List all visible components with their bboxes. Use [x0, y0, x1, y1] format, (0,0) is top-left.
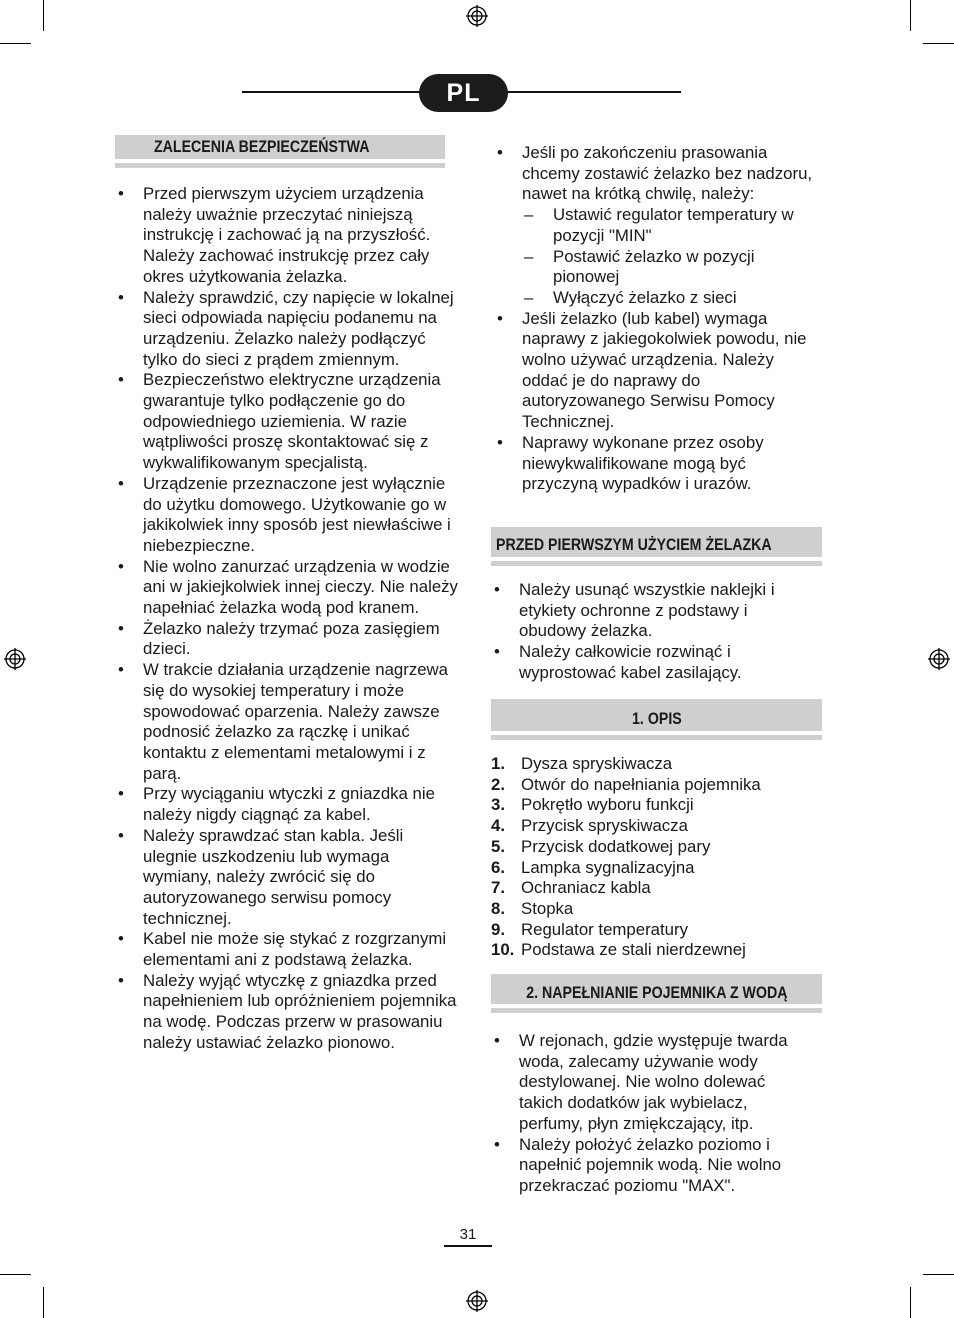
- section-heading-safety: [115, 135, 445, 168]
- list-item-text: Należy usunąć wszystkie naklejki i etykiety ochronne z podstawy i obudowy żelazka.: [519, 580, 775, 641]
- parts-list-item: [491, 775, 821, 796]
- filling-list: [491, 1031, 811, 1197]
- item-text: Dysza spryskiwacza: [521, 754, 673, 773]
- language-badge: PL: [419, 74, 508, 112]
- list-item-text: Kabel nie może się stykać z rozgrzanymi elementami ani z podstawą żelazka.: [143, 929, 447, 970]
- crop-mark: [910, 1287, 911, 1318]
- section-title: [491, 527, 822, 557]
- item-number: 3.: [491, 795, 505, 815]
- list-item: [494, 309, 824, 433]
- list-item-text: Nie wolno zanurzać urządzenia w wodzie ani w jakiejkolwiek innej cieczy. Nie należy napełniać żelazka wodą pod kranem.: [143, 556, 458, 618]
- item-text: Lampka sygnalizacyjna: [521, 857, 695, 877]
- bullet-icon: •: [118, 784, 124, 804]
- bullet-icon: •: [118, 370, 124, 390]
- parts-list-item: [491, 920, 821, 941]
- bullet-icon: •: [497, 432, 503, 452]
- section-title: [491, 974, 822, 1004]
- item-text: Przycisk spryskiwacza: [521, 816, 688, 836]
- section-heading-filling: [491, 974, 822, 1013]
- section-title-text: 1. OPIS: [631, 710, 682, 728]
- item-text: Otwór do napełniania pojemnika: [521, 774, 761, 794]
- item-number: 7.: [491, 878, 505, 898]
- page-number-rule: [444, 1245, 492, 1247]
- sub-list-item-text: Postawić żelazko w pozycji pionowej: [553, 246, 755, 287]
- section-underline: [115, 163, 445, 168]
- item-number: 1.: [491, 754, 505, 773]
- item-text: Podstawa ze stali nierdzewnej: [521, 940, 746, 960]
- item-number: 6.: [491, 857, 505, 877]
- bullet-icon: •: [118, 473, 124, 493]
- list-item-text: Urządzenie przeznaczone jest wyłącznie do użytku domowego. Użytkowanie go w jakikolwiek inny sposób jest niewłaściwe i niebezpieczne.: [143, 473, 451, 555]
- crop-mark: [0, 1274, 31, 1275]
- crop-mark: [910, 0, 911, 31]
- header-rule: [503, 91, 681, 93]
- list-item-text: Należy sprawdzić, czy napięcie w lokalnej sieci odpowiada napięciu podanemu na urządzeniu. Żelazko należy podłączyć tylko do sieci z prądem zmiennym.: [143, 287, 454, 369]
- bullet-icon: •: [497, 308, 503, 328]
- list-item: [491, 1031, 811, 1135]
- bullet-icon: •: [118, 660, 124, 680]
- sub-list-item: [522, 247, 824, 288]
- list-item: [491, 1135, 811, 1197]
- list-item: [491, 580, 811, 642]
- bullet-icon: •: [494, 642, 500, 662]
- list-item: [491, 642, 811, 683]
- item-text: Ochraniacz kabla: [521, 878, 651, 898]
- bullet-icon: •: [494, 1031, 500, 1050]
- list-item: [115, 370, 460, 474]
- parts-list-item: [491, 795, 821, 816]
- parts-list-item: [491, 837, 821, 858]
- parts-list-item: [491, 940, 821, 961]
- dash-icon: –: [524, 205, 534, 225]
- list-item: [115, 474, 460, 557]
- header-rule: [242, 91, 424, 93]
- crop-mark: [43, 0, 44, 31]
- sub-list-item: [522, 288, 824, 309]
- section-heading-before-first-use: [491, 527, 822, 566]
- list-item: [115, 784, 460, 825]
- list-item-text: Jeśli po zakończeniu prasowania chcemy zostawić żelazko bez nadzoru, nawet na krótką chwilę, należy:: [522, 143, 813, 204]
- section-title: [115, 135, 445, 159]
- list-item-text: Żelazko należy trzymać poza zasięgiem dzieci.: [143, 618, 440, 659]
- parts-list-item: [491, 816, 821, 837]
- bullet-icon: •: [118, 929, 124, 949]
- dash-icon: –: [524, 287, 534, 307]
- item-number: 9.: [491, 919, 505, 939]
- list-item-text: W rejonach, gdzie występuje twarda woda, zalecamy używanie wody destylowanej. Nie wolno dolewać takich dodatków jak wybielacz, perfumy, płyn zmiękczający, itp.: [519, 1031, 788, 1133]
- list-item-text: Należy położyć żelazko poziomo i napełnić pojemnik wodą. Nie wolno przekraczać poziomu "MAX".: [519, 1134, 782, 1195]
- sub-list-item-text: Wyłączyć żelazko z sieci: [553, 287, 737, 307]
- item-text: Regulator temperatury: [521, 919, 688, 939]
- registration-mark-icon: [466, 5, 488, 27]
- list-item-text: Przed pierwszym użyciem urządzenia należy uważnie przeczytać niniejszą instrukcję i zachować ją na przyszłość. Należy zachować instrukcję przez cały okres użytkowania żelazka.: [143, 184, 431, 286]
- bullet-icon: •: [118, 618, 124, 638]
- section-title-text: ZALECENIA BEZPIECZEŃSTWA: [154, 138, 370, 156]
- list-item: [115, 557, 460, 619]
- section-title-text: 2. NAPEŁNIANIE POJEMNIKA Z WODĄ: [525, 984, 788, 1002]
- list-item-text: Przy wyciąganiu wtyczki z gniazdka nie należy nigdy ciągnąć za kabel.: [143, 784, 435, 825]
- section-title-text: PRZED PIERWSZYM UŻYCIEM ŻELAZKA: [496, 536, 772, 554]
- list-item-text: W trakcie działania urządzenie nagrzewa się do wysokiej temperatury i może spowodować oparzenia. Należy zawsze podnosić żelazko za rączkę i unikać kontaktu z elementami metalowymi i z parą.: [143, 660, 449, 783]
- sub-list-item: [522, 205, 824, 246]
- page-number: 31: [459, 1226, 477, 1243]
- item-number: 10.: [491, 940, 515, 960]
- list-item-text: Bezpieczeństwo elektryczne urządzenia gwarantuje tylko podłączenie go do odpowiedniego uziemienia. W razie wątpliwości proszę skontaktować się z wykwalifikowanym specjalistą.: [143, 370, 441, 473]
- bullet-icon: •: [118, 825, 124, 845]
- item-number: 8.: [491, 898, 505, 918]
- crop-mark: [43, 1287, 44, 1318]
- parts-list-item: [491, 754, 821, 775]
- item-text: Pokrętło wyboru funkcji: [521, 795, 694, 815]
- list-item-text: Naprawy wykonane przez osoby niewykwalifikowane mogą być przyczyną wypadków i urazów.: [522, 432, 764, 494]
- list-item: [115, 971, 460, 1054]
- item-number: 5.: [491, 836, 505, 856]
- item-number: 4.: [491, 816, 505, 836]
- safety-list: [115, 184, 460, 1054]
- list-item: [115, 619, 460, 660]
- bullet-icon: •: [118, 184, 124, 203]
- item-number: 2.: [491, 774, 505, 794]
- registration-mark-icon: [466, 1290, 488, 1312]
- item-text: Przycisk dodatkowej pary: [521, 836, 711, 856]
- list-item: [115, 929, 460, 970]
- list-item: [115, 184, 460, 288]
- sub-list-item-text: Ustawić regulator temperatury w pozycji "MIN": [553, 205, 794, 245]
- list-item-text: Jeśli żelazko (lub kabel) wymaga naprawy z jakiegokolwiek powodu, nie wolno używać urządzenia. Należy oddać je do naprawy do autoryzowanego Serwisu Pomocy Technicznej.: [522, 308, 807, 432]
- before-first-use-list: [491, 580, 811, 684]
- bullet-icon: •: [118, 556, 124, 576]
- parts-list-item: [491, 858, 821, 879]
- dash-icon: –: [524, 246, 534, 266]
- registration-mark-icon: [4, 648, 26, 670]
- bullet-icon: •: [497, 143, 503, 162]
- parts-list: [491, 754, 821, 961]
- item-text: Stopka: [521, 898, 574, 918]
- bullet-icon: •: [494, 1134, 500, 1154]
- list-item: [115, 288, 460, 371]
- crop-mark: [0, 43, 31, 44]
- safety-list-continued: [494, 143, 824, 495]
- parts-list-item: [491, 878, 821, 899]
- bullet-icon: •: [118, 287, 124, 307]
- list-item-text: Należy całkowicie rozwinąć i wyprostować kabel zasilający.: [519, 642, 742, 682]
- registration-mark-icon: [928, 648, 950, 670]
- crop-mark: [923, 1274, 954, 1275]
- parts-list-item: [491, 899, 821, 920]
- list-item-text: Należy sprawdzać stan kabla. Jeśli ulegnie uszkodzeniu lub wymaga wymiany, należy zwrócić się do autoryzowanego serwisu pomocy technicznej.: [143, 825, 404, 928]
- bullet-icon: •: [118, 970, 124, 990]
- list-item: [115, 660, 460, 784]
- bullet-icon: •: [494, 580, 500, 599]
- section-title: [491, 699, 822, 731]
- list-item-text: Należy wyjąć wtyczkę z gniazdka przed napełnieniem lub opróżnieniem pojemnika na wodę. Podczas przerw w prasowaniu należy ustawiać żelazko pionowo.: [143, 970, 457, 1052]
- list-item: [494, 433, 824, 495]
- sub-list: [522, 205, 824, 309]
- list-item: [115, 826, 460, 930]
- section-heading-description: [491, 699, 822, 740]
- crop-mark: [923, 43, 954, 44]
- list-item: [494, 143, 824, 309]
